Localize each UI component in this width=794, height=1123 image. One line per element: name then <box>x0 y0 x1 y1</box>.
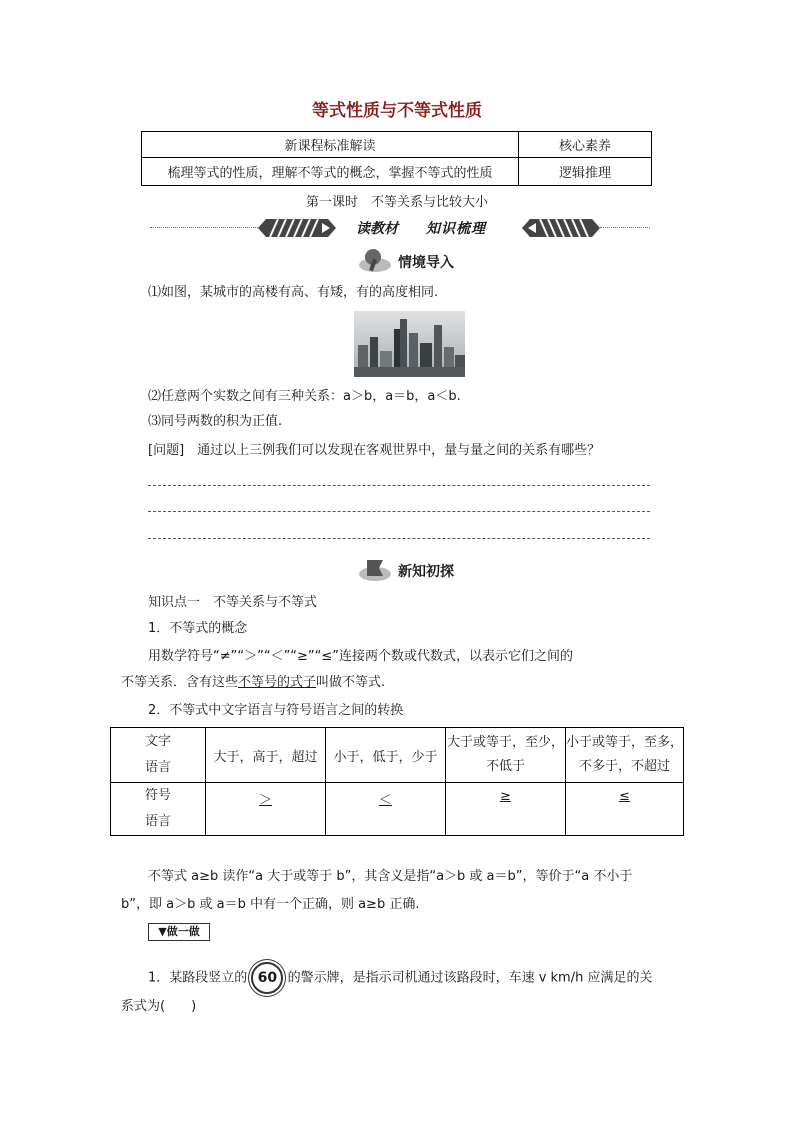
greater-equal-words-a: 大于或等于，至少， <box>446 735 564 750</box>
exercise-1-part-a: 1．某路段竖立的 <box>148 970 248 986</box>
concept-text-part-a: 不等关系．含有这些 <box>121 675 239 690</box>
greater-symbol-cell <box>206 783 326 836</box>
inequality-concept-heading: 1．不等式的概念 <box>148 621 248 636</box>
less-equal-words-b: 不多于，不超过 <box>578 759 670 774</box>
less-symbol: ＜ <box>378 793 392 808</box>
knowledge-point-title: 知识点一 不等关系与不等式 <box>148 595 318 610</box>
less-equal-words-cell <box>566 728 684 783</box>
section-heading-situation: 情境导入 <box>398 255 454 271</box>
practice-badge-label: 做一做 <box>166 925 200 938</box>
greater-equal-symbol-cell <box>446 783 566 836</box>
question-text: [问题] 通过以上三例我们可以发现在客观世界中，量与量之间的关系有哪些？ <box>148 443 601 458</box>
competency-header: 核心素养 <box>519 132 652 158</box>
banner-line-right <box>600 227 650 228</box>
conversion-table <box>110 727 684 836</box>
reading-explanation-line2: b”，即 a＞b 或 a＝b 中有一个正确，则 a≥b 正确. <box>121 897 420 912</box>
concept-text-underlined: 不等号的式子 <box>238 675 317 690</box>
conversion-heading: 2．不等式中文字语言与符号语言之间的转换 <box>148 703 404 718</box>
banner-label-knowledge: 知识梳理 <box>426 221 486 237</box>
answer-line-3 <box>148 538 650 539</box>
competency-cell: 逻辑推理 <box>519 158 652 186</box>
symbol-language-header-b: 语言 <box>144 814 171 829</box>
concept-text-line1: 用数学符号“≠”“＞”“＜”“≥”“≤”连接两个数或代数式，以表示它们之间的 <box>148 649 574 664</box>
intro-item-2: ⑵任意两个实数之间有三种关系：a＞b，a＝b，a＜b. <box>148 389 461 404</box>
greater-equal-words-b: 不低于 <box>485 759 525 774</box>
practice-badge <box>148 923 210 941</box>
greater-equal-symbol: ≥ <box>500 789 511 804</box>
triangle-down-icon: ▼ <box>158 925 167 938</box>
greater-equal-words-cell <box>446 728 566 783</box>
text-language-header-a: 文字 <box>144 734 171 749</box>
greater-words-cell: 大于，高于，超过 <box>206 728 326 783</box>
greater-symbol: ＞ <box>258 793 272 808</box>
banner-stripes-right-icon <box>522 219 600 237</box>
banner-stripes-left-icon <box>258 219 336 237</box>
symbol-language-header <box>111 783 206 836</box>
less-equal-symbol-cell <box>566 783 684 836</box>
reading-explanation-line1: 不等式 a≥b 读作“a 大于或等于 b”，其含义是指“a＞b 或 a＝b”，等价于“a 不小于 <box>148 869 633 884</box>
less-equal-symbol: ≤ <box>619 789 630 804</box>
symbol-language-header-a: 符号 <box>144 788 171 803</box>
exercise-1-line1 <box>148 962 652 994</box>
less-symbol-cell <box>326 783 446 836</box>
speed-limit-sign-icon: 60 <box>251 962 283 994</box>
document-title: 等式性质与不等式性质 <box>312 101 482 121</box>
new-knowledge-icon <box>358 556 392 582</box>
less-equal-words-a: 小于或等于，至多， <box>566 735 684 750</box>
standards-table <box>141 131 652 186</box>
section-heading-new-knowledge: 新知初探 <box>398 564 454 580</box>
lesson-subtitle: 第一课时 不等关系与比较大小 <box>305 195 488 210</box>
less-words-cell: 小于，低于，少于 <box>326 728 446 783</box>
standards-cell: 梳理等式的性质，理解不等式的概念，掌握不等式的性质 <box>142 158 519 186</box>
city-skyline-image <box>354 311 465 377</box>
exercise-1-line2: 系式为( ) <box>121 999 197 1014</box>
concept-text-part-c: 叫做不等式. <box>316 675 386 690</box>
answer-line-2 <box>148 511 650 512</box>
exercise-1-part-b: 的警示牌，是指示司机通过该路段时，车速 v km/h 应满足的关 <box>287 970 653 986</box>
intro-item-3: ⑶同号两数的积为正值. <box>148 414 283 429</box>
intro-item-1: ⑴如图，某城市的高楼有高、有矮，有的高度相同. <box>148 285 439 300</box>
answer-line-1 <box>148 485 650 486</box>
text-language-header-b: 语言 <box>144 760 171 775</box>
banner-label-read: 读教材 <box>356 221 398 237</box>
pushpin-icon <box>358 247 392 273</box>
standards-header: 新课程标准解读 <box>142 132 519 158</box>
text-language-header <box>111 728 206 783</box>
banner-line-left <box>150 227 260 228</box>
concept-text-line2 <box>121 673 385 693</box>
